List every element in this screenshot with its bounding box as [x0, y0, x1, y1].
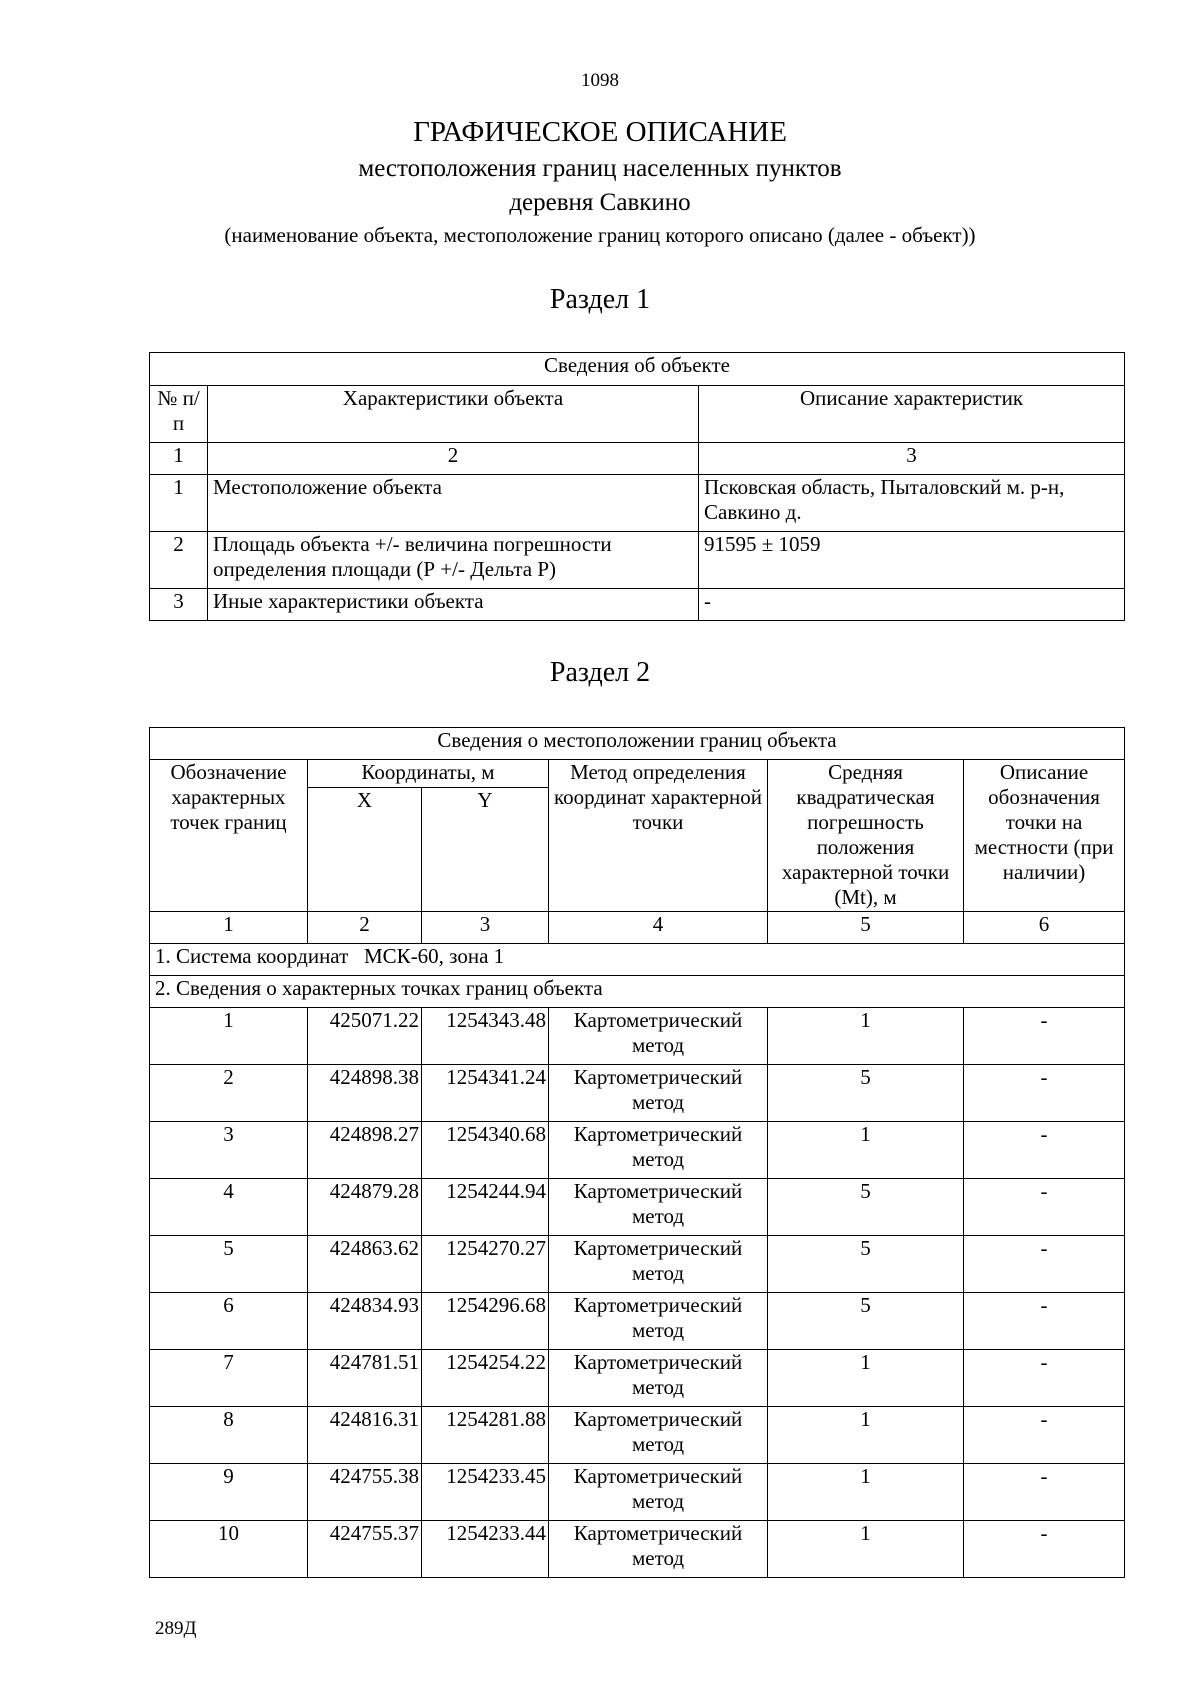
y-coordinate-cell: 1254270.27 [422, 1236, 549, 1293]
y-coordinate-cell: 1254343.48 [422, 1008, 549, 1065]
method-cell: Картометрический метод [549, 1008, 768, 1065]
column-index: 6 [964, 912, 1125, 944]
y-coordinate-cell: 1254244.94 [422, 1179, 549, 1236]
table-title: Сведения о местоположении границ объекта [150, 728, 1125, 760]
error-cell: 1 [768, 1521, 964, 1578]
table-row [150, 1236, 1125, 1293]
table-row [150, 1350, 1125, 1407]
error-cell: 1 [768, 1008, 964, 1065]
point-cell: 5 [150, 1236, 308, 1293]
y-coordinate-cell: 1254281.88 [422, 1407, 549, 1464]
section1-heading: Раздел 1 [549, 284, 651, 315]
error-cell: 1 [768, 1407, 964, 1464]
error-cell: 5 [768, 1179, 964, 1236]
table-row [150, 1464, 1125, 1521]
table-row [150, 589, 1125, 621]
point-cell: 1 [150, 1008, 308, 1065]
column-header: Обозначение характерных точек границ [150, 760, 308, 912]
point-description-cell: - [964, 1464, 1125, 1521]
error-cell: 5 [768, 1293, 964, 1350]
x-coordinate-cell: 424834.93 [308, 1293, 422, 1350]
row-number: 1 [150, 475, 208, 532]
point-cell: 8 [150, 1407, 308, 1464]
column-header: Метод определения координат характерной точки [549, 760, 768, 912]
column-header: Характеристики объекта [208, 386, 699, 443]
point-cell: 9 [150, 1464, 308, 1521]
characteristic-cell: Местоположение объекта [208, 475, 699, 532]
x-coordinate-cell: 424755.37 [308, 1521, 422, 1578]
point-cell: 4 [150, 1179, 308, 1236]
characteristic-cell: Иные характеристики объекта [208, 589, 699, 621]
table-row [150, 1407, 1125, 1464]
column-header: Y [422, 788, 549, 912]
method-cell: Картометрический метод [549, 1293, 768, 1350]
point-description-cell: - [964, 1350, 1125, 1407]
error-cell: 5 [768, 1065, 964, 1122]
y-coordinate-cell: 1254233.45 [422, 1464, 549, 1521]
x-coordinate-cell: 424863.62 [308, 1236, 422, 1293]
column-index: 5 [768, 912, 964, 944]
point-description-cell: - [964, 1293, 1125, 1350]
column-index: 4 [549, 912, 768, 944]
column-header: X [308, 788, 422, 912]
column-index: 1 [150, 443, 208, 475]
characteristic-cell: Площадь объекта +/- величина погрешности определения площади (Р +/- Дельта Р) [208, 532, 699, 589]
y-coordinate-cell: 1254233.44 [422, 1521, 549, 1578]
table-row [150, 1065, 1125, 1122]
point-description-cell: - [964, 1521, 1125, 1578]
error-cell: 1 [768, 1464, 964, 1521]
point-cell: 10 [150, 1521, 308, 1578]
point-description-cell: - [964, 1122, 1125, 1179]
x-coordinate-cell: 424879.28 [308, 1179, 422, 1236]
column-header: Координаты, м [308, 760, 549, 788]
table-row [150, 532, 1125, 589]
object-note: (наименование объекта, местоположение границ которого описано (далее - объект)) [224, 223, 976, 247]
document-title: ГРАФИЧЕСКОЕ ОПИСАНИЕ [413, 116, 787, 148]
y-coordinate-cell: 1254341.24 [422, 1065, 549, 1122]
point-description-cell: - [964, 1236, 1125, 1293]
column-index: 1 [150, 912, 308, 944]
table-row [150, 1521, 1125, 1578]
column-index: 3 [699, 443, 1125, 475]
column-index: 2 [308, 912, 422, 944]
points-heading: 2. Сведения о характерных точках границ объекта [150, 976, 1125, 1008]
method-cell: Картометрический метод [549, 1407, 768, 1464]
column-header: Описание характеристик [699, 386, 1125, 443]
page-number: 1098 [581, 70, 619, 91]
table-row [150, 1293, 1125, 1350]
method-cell: Картометрический метод [549, 1236, 768, 1293]
table-title: Сведения об объекте [150, 353, 1125, 386]
column-header: Описание обозначения точки на местности (при наличии) [964, 760, 1125, 912]
x-coordinate-cell: 424816.31 [308, 1407, 422, 1464]
method-cell: Картометрический метод [549, 1179, 768, 1236]
row-number: 3 [150, 589, 208, 621]
point-description-cell: - [964, 1065, 1125, 1122]
error-cell: 1 [768, 1122, 964, 1179]
point-description-cell: - [964, 1179, 1125, 1236]
method-cell: Картометрический метод [549, 1122, 768, 1179]
point-cell: 7 [150, 1350, 308, 1407]
method-cell: Картометрический метод [549, 1464, 768, 1521]
y-coordinate-cell: 1254254.22 [422, 1350, 549, 1407]
point-description-cell: - [964, 1407, 1125, 1464]
method-cell: Картометрический метод [549, 1350, 768, 1407]
method-cell: Картометрический метод [549, 1521, 768, 1578]
y-coordinate-cell: 1254340.68 [422, 1122, 549, 1179]
column-header: Средняя квадратическая погрешность положения характерной точки (Mt), м [768, 760, 964, 912]
description-cell: Псковская область, Пыталовский м. р-н, Савкино д. [699, 475, 1125, 532]
table-row [150, 475, 1125, 532]
footer-code: 289Д [155, 1618, 197, 1639]
column-index: 2 [208, 443, 699, 475]
coordinate-system: 1. Система координат МСК-60, зона 1 [150, 944, 1125, 976]
error-cell: 1 [768, 1350, 964, 1407]
x-coordinate-cell: 424898.27 [308, 1122, 422, 1179]
x-coordinate-cell: 424781.51 [308, 1350, 422, 1407]
method-cell: Картометрический метод [549, 1065, 768, 1122]
x-coordinate-cell: 424755.38 [308, 1464, 422, 1521]
boundary-points-table [149, 727, 1125, 1578]
table-row [150, 1008, 1125, 1065]
x-coordinate-cell: 425071.22 [308, 1008, 422, 1065]
table-row [150, 1179, 1125, 1236]
object-name: деревня Савкино [509, 189, 691, 216]
point-description-cell: - [964, 1008, 1125, 1065]
document-subtitle: местоположения границ населенных пунктов [358, 155, 842, 182]
point-cell: 6 [150, 1293, 308, 1350]
row-number: 2 [150, 532, 208, 589]
description-cell: - [699, 589, 1125, 621]
y-coordinate-cell: 1254296.68 [422, 1293, 549, 1350]
error-cell: 5 [768, 1236, 964, 1293]
section2-heading: Раздел 2 [549, 657, 651, 688]
x-coordinate-cell: 424898.38 [308, 1065, 422, 1122]
object-info-table [149, 352, 1125, 621]
table-row [150, 1122, 1125, 1179]
description-cell: 91595 ± 1059 [699, 532, 1125, 589]
column-header: № п/п [150, 386, 208, 443]
column-index: 3 [422, 912, 549, 944]
point-cell: 2 [150, 1065, 308, 1122]
point-cell: 3 [150, 1122, 308, 1179]
